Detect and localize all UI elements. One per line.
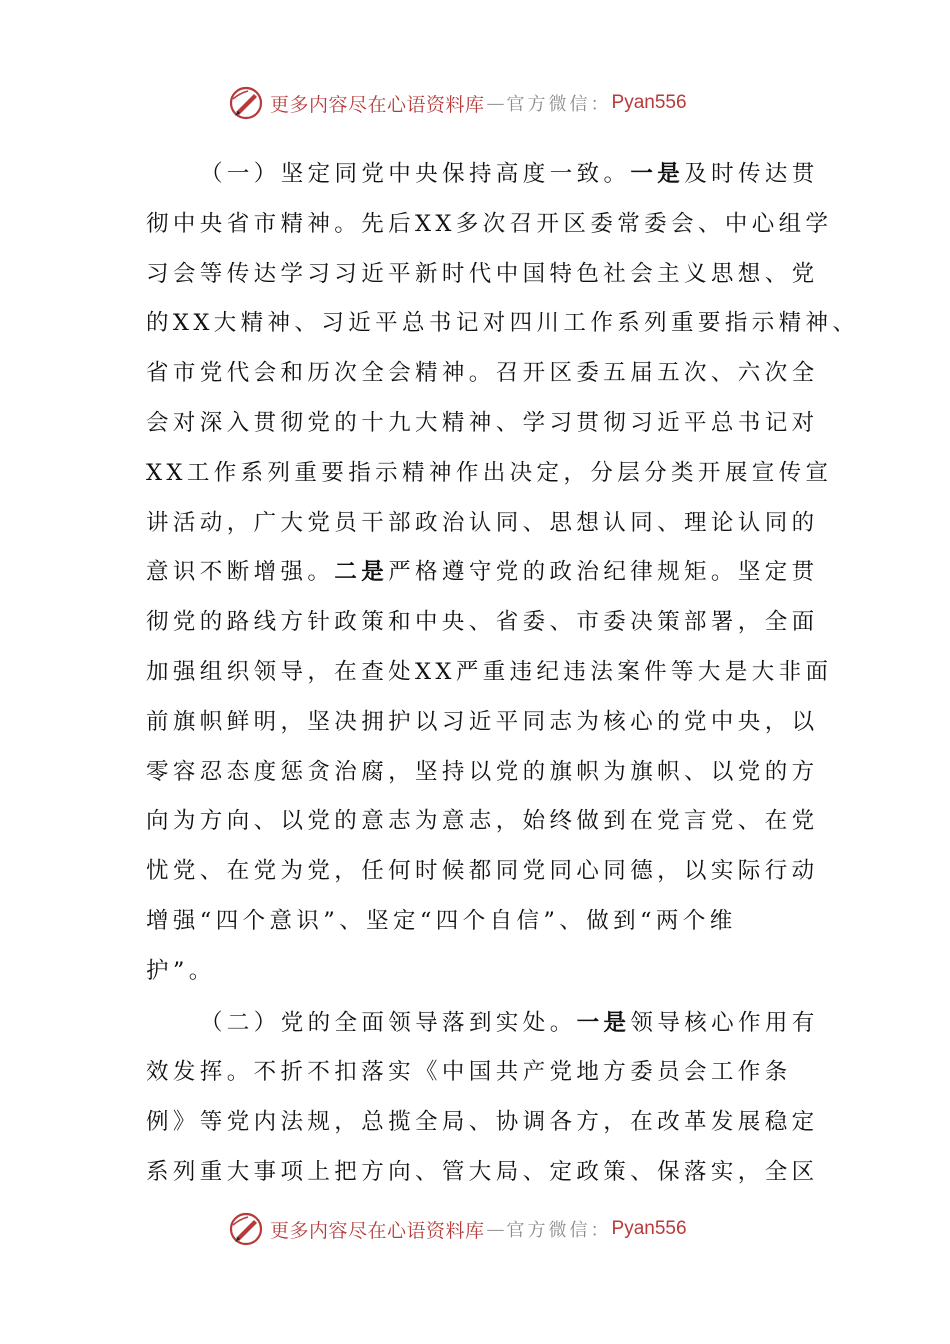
line-text: （一）坚定同党中央保持高度一致。 [200,161,631,187]
line-text: 护”。 [146,957,216,984]
paragraph-line [146,349,826,399]
paragraph-line [146,1048,826,1098]
watermark-wechat-handle: Pyan556 [611,92,687,113]
paragraph-line [146,999,826,1049]
paragraph-line [146,648,833,698]
line-text: 彻中央省市精神。先后XX多次召开区委常委会、中心组学 [146,210,833,237]
paragraph-line [146,150,826,200]
line-text: XX工作系列重要指示精神作出决定，分层分类开展宣传宣 [146,459,833,486]
pen-logo-icon [228,1211,264,1247]
emphasis-text: 二是 [334,559,389,586]
paragraph-line [146,299,860,349]
paragraph-line [146,200,833,250]
watermark-wechat-handle: Pyan556 [611,1218,687,1239]
watermark-dash: — [486,92,505,114]
line-text: 忧党、在党为党，任何时候都同党同心同德，以实际行动 [146,858,819,885]
line-text: 前旗帜鲜明，坚决拥护以习近平同志为核心的党中央，以 [146,708,819,735]
line-text: 讲活动，广大党员干部政治认同、思想认同、理论认同的 [146,509,819,536]
paragraph-line [146,947,826,997]
footer-watermark [228,1209,687,1249]
line-text: 的XX大精神、习近平总书记对四川工作系列重要指示精神、 [146,310,860,337]
paragraph-line [146,1148,826,1198]
line-text: 及时传达贯 [684,161,819,187]
line-text: 系列重大事项上把方向、管大局、定政策、保落实，全区 [146,1158,819,1185]
watermark-wechat-label: 官方微信： [506,1220,612,1241]
paragraph-line [146,250,826,300]
paragraph-line [146,399,826,449]
line-text: 例》等党内法规，总揽全局、协调各方，在改革发展稳定 [146,1109,819,1136]
line-text: 彻党的路线方针政策和中央、省委、市委决策部署，全面 [146,609,819,636]
emphasis-text: 一是 [630,161,685,187]
line-text: 严格遵守党的政治纪律规矩。坚定贯 [388,559,819,586]
line-text: 效发挥。不折不扣落实《中国共产党地方委员会工作条 [146,1059,792,1086]
watermark-wechat-label: 官方微信： [506,94,612,115]
paragraph-line [146,1098,826,1148]
paragraph-line [146,449,833,499]
paragraph-line [146,748,826,798]
header-watermark [228,83,687,123]
line-text: 意识不断增强。 [146,559,335,586]
paragraph-line [146,548,826,598]
paragraph-line [146,499,826,549]
line-text: 向为方向、以党的意志为意志，始终做到在党言党、在党 [146,808,819,835]
line-text: 零容忍态度惩贪治腐，坚持以党的旗帜为旗帜、以党的方 [146,758,819,785]
pen-logo-icon [228,85,264,121]
line-text: 领导核心作用有 [630,1009,819,1036]
paragraph-line [146,598,826,648]
line-text: （二）党的全面领导落到实处。 [200,1009,577,1036]
watermark-dash: — [486,1218,505,1240]
line-text: 习会等传达学习习近平新时代中国特色社会主义思想、党 [146,260,819,287]
document-body [146,150,860,1200]
paragraph-line [146,847,826,897]
line-text: 增强“四个意识”、坚定“四个自信”、做到“两个维 [146,907,737,934]
watermark-title: 更多内容尽在心语资料库 [270,93,485,116]
paragraph-line [146,797,826,847]
paragraph-line [146,698,826,748]
paragraph-line [146,897,826,947]
line-text: 省市党代会和历次全会精神。召开区委五届五次、六次全 [146,360,819,387]
line-text: 加强组织领导，在查处XX严重违纪违法案件等大是大非面 [146,658,833,685]
line-text: 会对深入贯彻党的十九大精神、学习贯彻习近平总书记对 [146,409,819,436]
emphasis-text: 一是 [576,1009,631,1036]
watermark-title: 更多内容尽在心语资料库 [270,1219,485,1242]
